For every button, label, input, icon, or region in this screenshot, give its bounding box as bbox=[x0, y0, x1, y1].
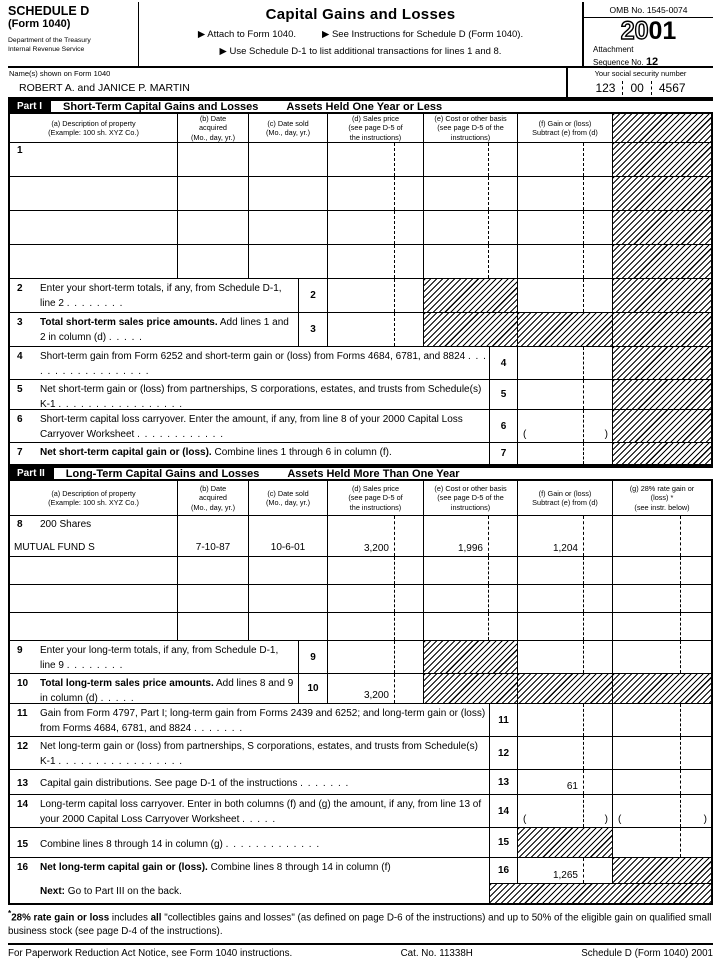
line13-col-g-entry[interactable] bbox=[612, 770, 711, 794]
line1-date-acquired-entry[interactable] bbox=[177, 143, 248, 176]
blocked-cell bbox=[423, 674, 517, 703]
col-header-a: (a) Description of property (Example: 100 sh. XYZ Co.) bbox=[48, 118, 139, 137]
line2-number-box: 2 bbox=[298, 279, 327, 312]
line7-number-box: 7 bbox=[489, 443, 517, 464]
col-header-d: (d) Sales price (see page D-5 of the instructions) bbox=[327, 481, 423, 515]
blocked-cell bbox=[612, 347, 711, 379]
line8-gain-entry[interactable] bbox=[517, 585, 612, 612]
ssn-value[interactable]: 123 00 4567 bbox=[568, 81, 713, 95]
line8-28pct-entry[interactable] bbox=[612, 585, 711, 612]
line2-col-d-entry[interactable] bbox=[327, 279, 423, 312]
line16-label: 16 Net long-term capital gain or (loss). Combine lines 8 through 14 in column (f) bbox=[17, 862, 391, 873]
col-header-b: (b) Date acquired (Mo., day, yr.) bbox=[177, 114, 248, 142]
line10-row bbox=[10, 673, 711, 703]
omb-number: OMB No. 1545-0074 bbox=[584, 2, 713, 18]
line2-col-f-entry[interactable] bbox=[517, 279, 612, 312]
line1-gain-entry[interactable] bbox=[517, 211, 612, 244]
ssn-field bbox=[566, 68, 713, 97]
line14-col-g-entry[interactable]: ( ) bbox=[612, 795, 711, 827]
line11-col-g-entry[interactable] bbox=[612, 704, 711, 736]
blocked-cell bbox=[517, 313, 612, 346]
blocked-cell bbox=[423, 313, 517, 346]
line9-row bbox=[10, 640, 711, 673]
line14-col-f-entry[interactable]: ( ) bbox=[517, 795, 612, 827]
line3-col-d-entry[interactable] bbox=[327, 313, 423, 346]
line14-number-box: 14 bbox=[489, 795, 517, 827]
line1-date-acquired-entry[interactable] bbox=[177, 177, 248, 210]
line1-description-entry[interactable] bbox=[10, 177, 177, 210]
line8-gain-entry[interactable] bbox=[517, 613, 612, 640]
part2-subtitle: Assets Held More Than One Year bbox=[287, 467, 460, 480]
line1-row bbox=[10, 176, 711, 210]
line1-sales-price-entry[interactable] bbox=[327, 177, 423, 210]
blocked-cell bbox=[612, 143, 711, 176]
part1-column-headers bbox=[10, 114, 711, 142]
name-label: Name(s) shown on Form 1040 bbox=[9, 69, 111, 78]
schedule-label: SCHEDULE D bbox=[8, 4, 90, 18]
line8-cost-basis-entry[interactable] bbox=[423, 557, 517, 584]
part1-band bbox=[8, 99, 713, 114]
line13-label: 13 Capital gain distributions. See page D-1 of the instructions . . . . . . . bbox=[17, 778, 350, 789]
line4-label: 4 Short-term gain from Form 6252 and short-term gain or (loss) from Forms 4684, 6781, and 8824 . . . . . . . . . . . . . . . . . . bbox=[17, 351, 487, 377]
line1-date-sold-entry[interactable] bbox=[248, 245, 327, 278]
schedule-d-form bbox=[8, 2, 713, 959]
line9-col-g-entry[interactable] bbox=[612, 641, 711, 673]
line8-date-sold-entry[interactable] bbox=[248, 557, 327, 584]
col-header-g: (g) 28% rate gain or (loss) * (see instr. below) bbox=[612, 481, 711, 515]
line5-label: 5 Net short-term gain or (loss) from partnerships, S corporations, estates, and trusts from Schedule(s) K-1 . . . . . . . . . . . . . . . . . bbox=[17, 384, 482, 410]
line14-label: 14 Long-term capital loss carryover. Enter in both columns (f) and (g) the amount, if any, from line 13 of your 2000 Capital Loss Carryover Worksheet . . . . . bbox=[17, 799, 482, 825]
attachment-sequence: Attachment Sequence No. 12 bbox=[593, 45, 659, 69]
line6-number-box: 6 bbox=[489, 410, 517, 442]
line1-gain-entry[interactable] bbox=[517, 245, 612, 278]
line16-number-box: 16 bbox=[489, 858, 517, 883]
blocked-cell bbox=[489, 883, 711, 903]
blocked-cell bbox=[612, 279, 711, 312]
line11-row bbox=[10, 703, 711, 736]
line7-row bbox=[10, 442, 711, 464]
line8-date-acquired[interactable]: 7-10-87 bbox=[177, 516, 248, 556]
taxpayer-row bbox=[8, 68, 713, 99]
line1-date-sold-entry[interactable] bbox=[248, 143, 327, 176]
line3-row bbox=[10, 312, 711, 346]
line3-number-box: 3 bbox=[298, 313, 327, 346]
line1-cost-basis-entry[interactable] bbox=[423, 211, 517, 244]
part2-grid bbox=[8, 481, 713, 905]
line8-sales-price-entry[interactable] bbox=[327, 613, 423, 640]
line8-date-sold[interactable]: 10-6-01 bbox=[248, 516, 327, 556]
line14-row bbox=[10, 794, 711, 827]
ssn-label: Your social security number bbox=[594, 69, 687, 78]
blocked-cell bbox=[612, 245, 711, 278]
line13-col-f-entry[interactable]: 61 bbox=[517, 770, 612, 794]
col-header-c: (c) Date sold (Mo., day, yr.) bbox=[248, 114, 327, 142]
part1-title: Short-Term Capital Gains and Losses bbox=[63, 100, 259, 113]
line12-row bbox=[10, 736, 711, 769]
col-header-f: (f) Gain or (loss) Subtract (e) from (d) bbox=[517, 481, 612, 515]
line9-label: 9 Enter your long-term totals, if any, from Schedule D-1, line 9 . . . . . . . . bbox=[17, 645, 279, 671]
line1-gain-entry[interactable] bbox=[517, 177, 612, 210]
catalog-number: Cat. No. 11338H bbox=[400, 947, 473, 959]
name-field bbox=[8, 68, 566, 97]
line5-row bbox=[10, 379, 711, 409]
line1-date-acquired-entry[interactable] bbox=[177, 211, 248, 244]
line11-col-f-entry[interactable] bbox=[517, 704, 612, 736]
blocked-cell bbox=[517, 674, 612, 703]
line7-label: 7 Net short-term capital gain or (loss). Combine lines 1 through 6 in column (f). bbox=[17, 447, 392, 458]
form-footer-id: Schedule D (Form 1040) 2001 bbox=[581, 947, 713, 959]
line1-date-sold-entry[interactable] bbox=[248, 177, 327, 210]
department-label: Department of the Treasury Internal Revenue Service bbox=[8, 37, 91, 53]
blocked-cell bbox=[612, 410, 711, 442]
line4-col-f-entry[interactable] bbox=[517, 347, 612, 379]
schedule-d1-instruction: ▶ Use Schedule D-1 to list additional transactions for lines 1 and 8. bbox=[219, 46, 502, 57]
line8-date-acquired-entry[interactable] bbox=[177, 613, 248, 640]
form-id-block bbox=[8, 2, 138, 66]
blocked-cell bbox=[612, 443, 711, 464]
line8-description-entry[interactable]: 8 200 Shares MUTUAL FUND S bbox=[14, 519, 95, 553]
line8-date-sold-entry[interactable] bbox=[248, 613, 327, 640]
line15-col-g-entry[interactable] bbox=[612, 828, 711, 857]
line8-cost-basis-entry[interactable] bbox=[423, 585, 517, 612]
line1-row bbox=[10, 142, 711, 176]
col-header-e: (e) Cost or other basis (see page D-5 of the instructions) bbox=[423, 481, 517, 515]
line8-blank-row bbox=[10, 612, 711, 640]
blocked-cell bbox=[423, 279, 517, 312]
sequence-number: 12 bbox=[645, 56, 659, 69]
line1-sales-price-entry[interactable] bbox=[327, 245, 423, 278]
form-header bbox=[8, 2, 713, 68]
col-header-e: (e) Cost or other basis (see page D-5 of the instructions) bbox=[423, 114, 517, 142]
line3-label: 3 Total short-term sales price amounts. Add lines 1 and 2 in column (d) . . . . . bbox=[17, 317, 289, 343]
col-header-a: (a) Description of property (Example: 100 sh. XYZ Co.) bbox=[48, 488, 139, 507]
part2-column-headers bbox=[10, 481, 711, 515]
line8-date-acquired-entry[interactable] bbox=[177, 585, 248, 612]
line1-sales-price-entry[interactable] bbox=[327, 211, 423, 244]
line5-number-box: 5 bbox=[489, 380, 517, 409]
line1-row bbox=[10, 210, 711, 244]
line8-cost-basis[interactable]: 1,996 bbox=[423, 516, 517, 556]
line8-gain-entry[interactable] bbox=[517, 557, 612, 584]
line12-number-box: 12 bbox=[489, 737, 517, 769]
line12-label: 12 Net long-term gain or (loss) from partnerships, S corporations, estates, and trusts from Schedule(s) K-1 . . . . . . . . . . . . . . . . . bbox=[17, 741, 478, 767]
attach-instructions: ▶ Attach to Form 1040. ▶ See Instructions for Schedule D (Form 1040). bbox=[197, 29, 524, 40]
line5-col-f-entry[interactable] bbox=[517, 380, 612, 409]
blocked-cell bbox=[517, 828, 612, 857]
line7-col-f-entry[interactable] bbox=[517, 443, 612, 464]
taxpayer-name[interactable]: ROBERT A. and JANICE P. MARTIN bbox=[19, 82, 190, 94]
line15-number-box: 15 bbox=[489, 828, 517, 857]
line8-gain[interactable]: 1,204 bbox=[517, 516, 612, 556]
line8-sales-price[interactable]: 3,200 bbox=[327, 516, 423, 556]
col-header-c: (c) Date sold (Mo., day, yr.) bbox=[248, 481, 327, 515]
part1-subtitle: Assets Held One Year or Less bbox=[286, 100, 443, 113]
line11-number-box: 11 bbox=[489, 704, 517, 736]
blocked-cell bbox=[612, 674, 711, 703]
line16-row bbox=[10, 857, 711, 883]
line8-description-entry[interactable] bbox=[10, 613, 177, 640]
line1-description-entry[interactable]: 1 bbox=[17, 145, 23, 156]
line6-row bbox=[10, 409, 711, 442]
form-label: (Form 1040) bbox=[8, 18, 71, 30]
line9-col-d-entry[interactable] bbox=[327, 641, 423, 673]
line8-blank-row bbox=[10, 584, 711, 612]
col-header-d: (d) Sales price (see page D-5 of the instructions) bbox=[327, 114, 423, 142]
line9-col-f-entry[interactable] bbox=[517, 641, 612, 673]
line13-number-box: 13 bbox=[489, 770, 517, 794]
tax-year: 2001 bbox=[620, 17, 677, 45]
form-title: Capital Gains and Losses bbox=[265, 6, 456, 23]
line1-description-entry[interactable] bbox=[10, 211, 177, 244]
form-title-block bbox=[138, 2, 582, 66]
line6-label: 6 Short-term capital loss carryover. Enter the amount, if any, from line 8 of your 2000 Capital Loss Carryover Worksheet . . . . . . . . . . . . bbox=[17, 414, 463, 440]
line2-row bbox=[10, 278, 711, 312]
line8-blank-row bbox=[10, 556, 711, 584]
blocked-cell bbox=[612, 313, 711, 346]
line8-row bbox=[10, 515, 711, 556]
line9-number-box: 9 bbox=[298, 641, 327, 673]
line10-number-box: 10 bbox=[298, 674, 327, 703]
blocked-cell bbox=[423, 641, 517, 673]
page-footer bbox=[8, 943, 713, 959]
blocked-cell bbox=[612, 380, 711, 409]
line15-label: 15 Combine lines 8 through 14 in column (g) . . . . . . . . . . . . . bbox=[17, 839, 321, 850]
col-header-f: (f) Gain or (loss) Subtract (e) from (d) bbox=[517, 114, 612, 142]
line8-28pct-entry[interactable] bbox=[612, 613, 711, 640]
line8-description-entry[interactable] bbox=[10, 557, 177, 584]
paperwork-notice: For Paperwork Reduction Act Notice, see Form 1040 instructions. bbox=[8, 947, 293, 959]
line11-label: 11 Gain from Form 4797, Part I; long-term gain from Forms 2439 and 6252; and long-term gain or (loss) from Forms 4684, 6781, and 8824 . . . . . . . bbox=[17, 708, 486, 734]
line1-cost-basis-entry[interactable] bbox=[423, 143, 517, 176]
line1-date-sold-entry[interactable] bbox=[248, 211, 327, 244]
part2-band bbox=[8, 466, 713, 481]
line8-description-entry[interactable] bbox=[10, 585, 177, 612]
line12-col-f-entry[interactable] bbox=[517, 737, 612, 769]
part1-grid bbox=[8, 114, 713, 466]
line16-next-row bbox=[10, 883, 711, 903]
omb-block bbox=[582, 2, 713, 69]
part1-tab: Part I bbox=[8, 101, 51, 112]
line12-col-g-entry[interactable] bbox=[612, 737, 711, 769]
line10-col-d-entry[interactable]: 3,200 bbox=[327, 674, 423, 703]
line1-description-entry[interactable] bbox=[10, 245, 177, 278]
line6-col-f-entry[interactable]: ( ) bbox=[517, 410, 612, 442]
line8-sales-price-entry[interactable] bbox=[327, 557, 423, 584]
line8-date-sold-entry[interactable] bbox=[248, 585, 327, 612]
line8-28pct-entry[interactable] bbox=[612, 557, 711, 584]
line1-date-acquired-entry[interactable] bbox=[177, 245, 248, 278]
blocked-cell bbox=[612, 177, 711, 210]
line8-28pct-entry[interactable] bbox=[612, 516, 711, 556]
line16-col-f-entry[interactable]: 1,265 bbox=[517, 858, 612, 883]
blocked-cell bbox=[612, 211, 711, 244]
part2-title: Long-Term Capital Gains and Losses bbox=[65, 467, 260, 480]
line13-row bbox=[10, 769, 711, 794]
line4-number-box: 4 bbox=[489, 347, 517, 379]
col-header-b: (b) Date acquired (Mo., day, yr.) bbox=[177, 481, 248, 515]
footnote-28pct: *28% rate gain or loss includes all "collectibles gains and losses" (as defined on page D-6 of the instructions) and up to 50% of the eligible gain on qualified small business stock (see page D-4 of the instructions). bbox=[8, 909, 712, 937]
line1-cost-basis-entry[interactable] bbox=[423, 177, 517, 210]
part1-col-g-blocked bbox=[612, 114, 711, 142]
part2-tab: Part II bbox=[8, 468, 54, 479]
line1-sales-price-entry[interactable] bbox=[327, 143, 423, 176]
line1-gain-entry[interactable] bbox=[517, 143, 612, 176]
line2-label: 2 Enter your short-term totals, if any, from Schedule D-1, line 2 . . . . . . . . bbox=[17, 283, 282, 309]
line8-sales-price-entry[interactable] bbox=[327, 585, 423, 612]
blocked-cell bbox=[612, 858, 711, 883]
line8-cost-basis-entry[interactable] bbox=[423, 613, 517, 640]
line4-row bbox=[10, 346, 711, 379]
line1-row bbox=[10, 244, 711, 278]
line10-label: 10 Total long-term sales price amounts. Add lines 8 and 9 in column (d) . . . . . bbox=[17, 678, 294, 704]
line8-date-acquired-entry[interactable] bbox=[177, 557, 248, 584]
line1-cost-basis-entry[interactable] bbox=[423, 245, 517, 278]
line15-row bbox=[10, 827, 711, 857]
line16-next-label: Next: Go to Part III on the back. bbox=[40, 886, 182, 897]
